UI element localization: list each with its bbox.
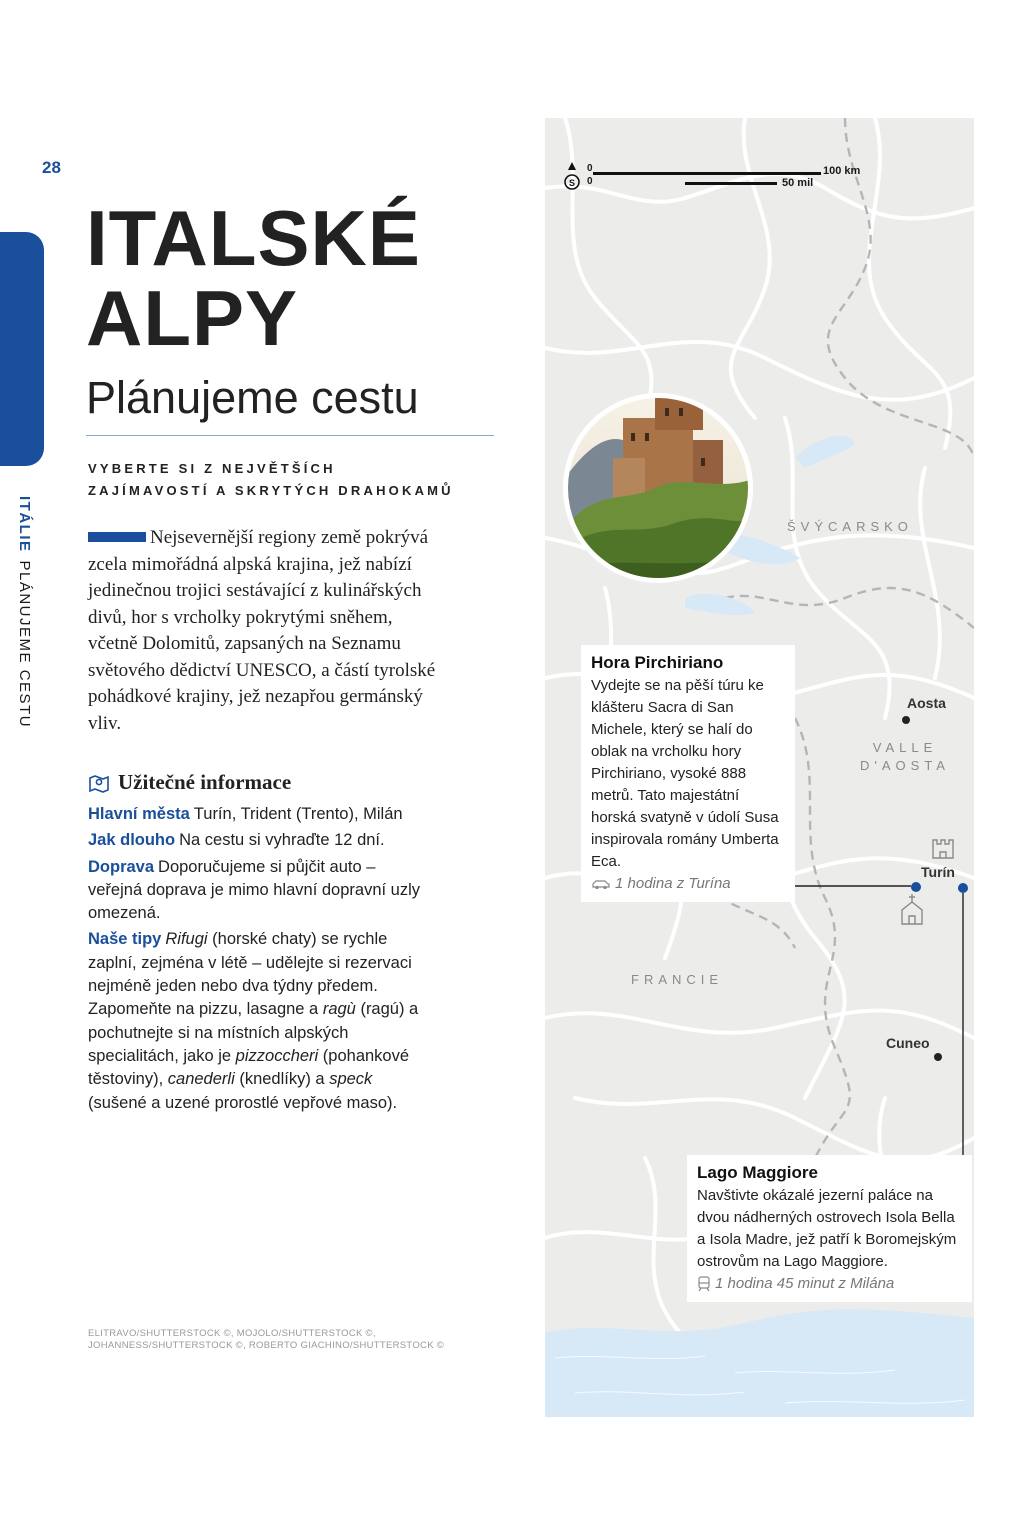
cuneo-dot bbox=[934, 1053, 942, 1061]
info-item-duration bbox=[88, 829, 433, 852]
train-icon bbox=[697, 1276, 711, 1292]
scale-mi-label: 50 mil bbox=[782, 177, 814, 189]
info-text-italic: Rifugi bbox=[165, 930, 208, 949]
callout-travel-text: 1 hodina 45 minut z Milána bbox=[715, 1275, 895, 1292]
info-heading bbox=[88, 770, 291, 795]
callout-lago-maggiore bbox=[687, 1155, 972, 1302]
turin-dot bbox=[911, 882, 921, 892]
intro-paragraph bbox=[88, 525, 443, 737]
info-text: (ragú) a pochutnejte si na místních alpských specialitách, jako je bbox=[88, 1000, 419, 1065]
callout-body: Navštivte okázalé jezerní paláce na dvou nádherných ostrovech Isola Bella a Isola Madre, jež patří k Boromejským ostrovům na Lago Maggiore. bbox=[697, 1187, 957, 1270]
info-text-italic: ragù bbox=[322, 1000, 356, 1019]
map-pin-icon bbox=[88, 773, 110, 793]
info-label: Hlavní města bbox=[88, 805, 190, 823]
scale-zero-mi: 0 bbox=[587, 176, 593, 187]
info-text: (sušené a uzené prorostlé vepřové maso). bbox=[88, 1093, 398, 1112]
callout-travel bbox=[697, 1275, 962, 1292]
info-label: Naše tipy bbox=[88, 930, 162, 949]
page-title bbox=[86, 194, 421, 362]
info-text: (pohankové těstoviny), bbox=[88, 1046, 410, 1089]
info-text: (knedlíky) a bbox=[234, 1070, 330, 1089]
title-line-2: ALPY bbox=[86, 274, 299, 362]
svg-text:S: S bbox=[568, 178, 576, 188]
callout-travel bbox=[591, 875, 785, 892]
callout-title: Lago Maggiore bbox=[697, 1163, 818, 1182]
info-text-italic: canederli bbox=[167, 1070, 235, 1089]
info-item-tips bbox=[88, 928, 433, 1114]
scale-km-label: 100 km bbox=[823, 165, 861, 177]
info-text: (horské chaty) se rychle zaplní, zejména v létě – udělejte si rezervaci nejméně jeden nebo dva týdny předem. Zapomeňte na pizzu, lasagne a bbox=[88, 930, 412, 1019]
intro-marker bbox=[88, 532, 146, 542]
info-label: Jak dlouho bbox=[88, 831, 176, 850]
title-line-1: ITALSKÉ bbox=[86, 194, 421, 282]
section-tab bbox=[0, 232, 44, 466]
info-item-transport bbox=[88, 856, 433, 926]
region-label-valle-aosta bbox=[835, 739, 975, 775]
info-item-capitals bbox=[88, 803, 433, 826]
page-number: 28 bbox=[42, 158, 61, 177]
aosta-dot bbox=[902, 716, 910, 724]
info-text-italic: speck bbox=[329, 1070, 373, 1089]
info-text: Doporučujeme si půjčit auto – veřejná doprava je mimo hlavní dopravní uzly omezená. bbox=[88, 857, 421, 923]
city-label-cuneo: Cuneo bbox=[886, 1035, 930, 1051]
callout-travel-text: 1 hodina z Turína bbox=[615, 875, 731, 892]
region-label-france: FRANCIE bbox=[631, 972, 724, 987]
milan-dot bbox=[958, 883, 968, 893]
intro-text: Nejsevernější regiony země pokrývá zcela mimořádná alpská krajina, jež nabízí jedinečnou trojici sestávající z kulinářských divů, hor s vrcholky pokrytými sněhem, včetně Dolomitů, zapsaných na Seznamu světového dědictví UNESCO, a částí tyrolské pohádkové krajiny, jež nezapřou germánský vliv. bbox=[88, 527, 436, 734]
city-label-turin: Turín bbox=[921, 864, 955, 880]
map-panel bbox=[545, 118, 974, 1417]
callout-body: Vydejte se na pěší túru ke klášteru Sacra di San Michele, který se halí do oblak na vrcholku hory Pirchiriano, vysoké 888 metrů. Tato majestátní horská svatyně v údolí Susa inspirovala romány Umberta Eca. bbox=[591, 677, 779, 870]
title-divider bbox=[86, 435, 494, 436]
region-label-line: VALLE bbox=[872, 740, 938, 755]
info-heading-text: Užitečné informace bbox=[118, 770, 292, 794]
running-head-country: ITÁLIE bbox=[16, 496, 33, 553]
kicker-line-2: ZAJÍMAVOSTÍ A SKRYTÝCH DRAHOKAMŮ bbox=[88, 483, 454, 498]
running-head bbox=[16, 496, 33, 728]
page-subtitle: Plánujeme cestu bbox=[86, 372, 419, 423]
scale-zero-km: 0 bbox=[587, 163, 593, 174]
info-text-italic: pizzoccheri bbox=[235, 1046, 319, 1065]
kicker-line-1: VYBERTE SI Z NEJVĚTŠÍCH bbox=[88, 461, 336, 476]
running-head-section: PLÁNUJEME CESTU bbox=[16, 560, 33, 729]
region-label-switzerland: ŠVÝCARSKO bbox=[787, 519, 913, 534]
info-text: Turín, Trident (Trento), Milán bbox=[193, 805, 403, 823]
city-label-aosta: Aosta bbox=[907, 695, 946, 711]
callout-pirchiriano bbox=[581, 645, 795, 902]
info-label: Doprava bbox=[88, 857, 155, 876]
kicker bbox=[88, 458, 454, 502]
car-icon bbox=[591, 878, 611, 890]
info-text: Na cestu si vyhraďte 12 dní. bbox=[179, 831, 385, 850]
region-label-line: D'AOSTA bbox=[860, 758, 950, 773]
photo-credits: ELITRAVO/SHUTTERSTOCK ©, MOJOLO/SHUTTERSTOCK ©, JOHANNESS/SHUTTERSTOCK ©, ROBERTO GIACHINO/SHUTTERSTOCK © bbox=[88, 1328, 445, 1351]
info-list bbox=[88, 803, 433, 1118]
callout-title: Hora Pirchiriano bbox=[591, 653, 724, 672]
